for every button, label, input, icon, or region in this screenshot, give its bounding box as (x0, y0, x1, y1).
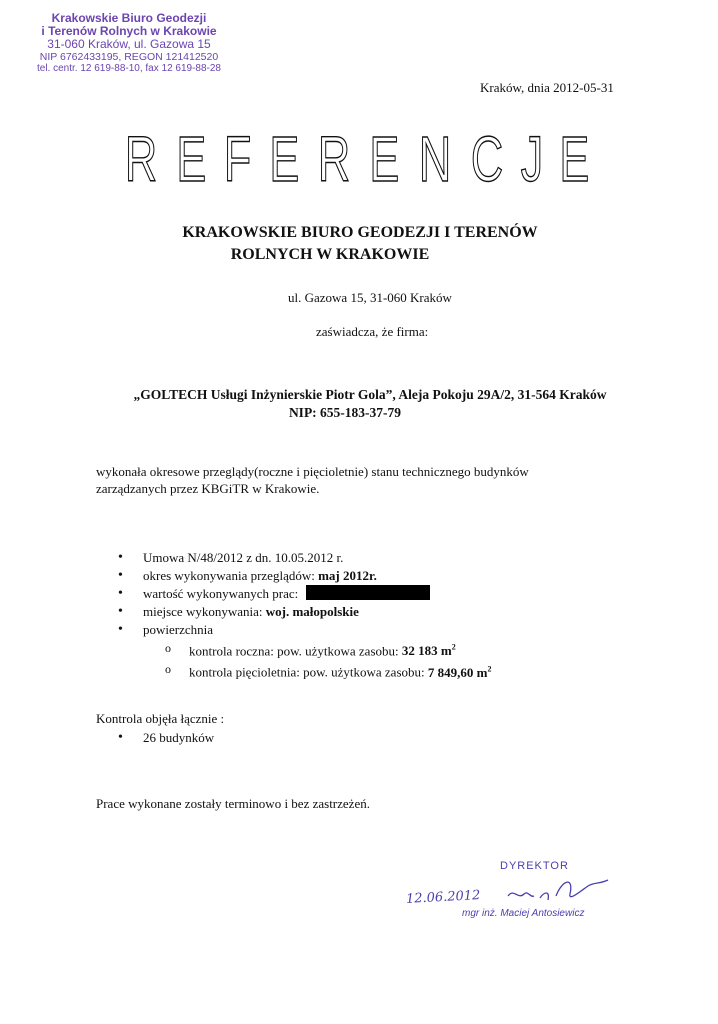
organization-line-2: ROLNYCH W KRAKOWIE (230, 245, 430, 263)
title-letter: C (470, 123, 503, 195)
summary-label: Kontrola objęła łącznie : (96, 711, 225, 726)
value-label: wartość wykonywanych prac: (143, 586, 299, 601)
summary-list (118, 729, 214, 747)
annual-label: kontrola roczna: pow. użytkowa zasobu: (189, 643, 402, 659)
period-label: okres wykonywania przeglądów: (143, 568, 319, 583)
list-item (118, 621, 491, 682)
area-label: powierzchnia (143, 622, 214, 637)
body-paragraph (96, 464, 529, 498)
title-letter: E (269, 123, 300, 195)
fiveyear-label: kontrola pięcioletnia: pow. użytkowa zasobu: (189, 664, 428, 680)
document-title (118, 122, 596, 196)
list-item (118, 729, 214, 747)
annual-value: 32 183 $m^2$ (401, 643, 456, 659)
organization-address: ul. Gazowa 15, 31-060 Kraków (288, 290, 452, 305)
company-block (90, 386, 650, 422)
signature-date: 12.06.2012 (405, 888, 481, 907)
stamp-line-2: i Terenów Rolnych w Krakowie (41, 24, 217, 39)
signature-title: DYREKTOR (500, 860, 569, 872)
fiveyear-value: 7 849,60 $m^2$ (427, 664, 492, 680)
signature-name: mgr inż. Maciej Antosiewicz (462, 908, 585, 919)
body-line-2: zarządzanych przez KBGiTR w Krakowie. (96, 480, 320, 496)
place-value: woj. małopolskie (265, 604, 359, 619)
stamp-line-4: NIP 6762433195, REGON 121412520 (39, 50, 219, 63)
list-item (143, 660, 491, 681)
period-value: maj 2012r. (318, 568, 377, 583)
organization-name (100, 222, 640, 265)
signature-stamp (400, 856, 640, 936)
title-letter: E (369, 123, 400, 195)
area-sublist (143, 639, 491, 682)
company-nip: NIP: 655-183-37-79 (288, 404, 402, 420)
list-item (118, 603, 491, 621)
list-item (118, 549, 491, 567)
body-line-1: wykonała okresowe przeglądy(roczne i pięcioletnie) stanu technicznego budynków (96, 464, 529, 479)
title-letter: R (318, 123, 351, 195)
stamp-line-1: Krakowskie Biuro Geodezji (51, 11, 207, 25)
list-item (118, 585, 491, 603)
redaction-bar (306, 585, 430, 600)
certifies-text: zaświadcza, że firma: (316, 324, 429, 339)
list-item (143, 639, 491, 660)
title-letter: F (224, 123, 252, 195)
title-letter: N (418, 123, 452, 195)
contract-text: Umowa N/48/2012 z dn. 10.05.2012 r. (143, 550, 344, 565)
date-line: Kraków, dnia 2012-05-31 (480, 80, 614, 95)
stamp-line-3: 31-060 Kraków, ul. Gazowa 15 (47, 37, 211, 52)
place-label: miejsce wykonywania: (143, 604, 266, 619)
organization-line-1: KRAKOWSKIE BIURO GEODEZJI I TERENÓW (182, 224, 538, 241)
list-item (118, 567, 491, 585)
stamp-line-5: tel. centr. 12 619-88-10, fax 12 619-88-28 (36, 63, 221, 75)
title-letter: E (559, 123, 590, 195)
summary-item: 26 budynków (143, 730, 215, 745)
title-letter: E (176, 123, 207, 195)
company-name: „GOLTECH Usługi Inżynierskie Piotr Gola”, Aleja Pokoju 29A/2, 31-564 Kraków (133, 387, 607, 402)
details-list (118, 549, 491, 682)
handwritten-signature (504, 870, 614, 906)
company-stamp (14, 12, 244, 74)
title-letter: R (124, 123, 158, 195)
title-letter: J (520, 123, 543, 195)
closing-statement: Prace wykonane zostały terminowo i bez zastrzeżeń. (96, 796, 370, 811)
